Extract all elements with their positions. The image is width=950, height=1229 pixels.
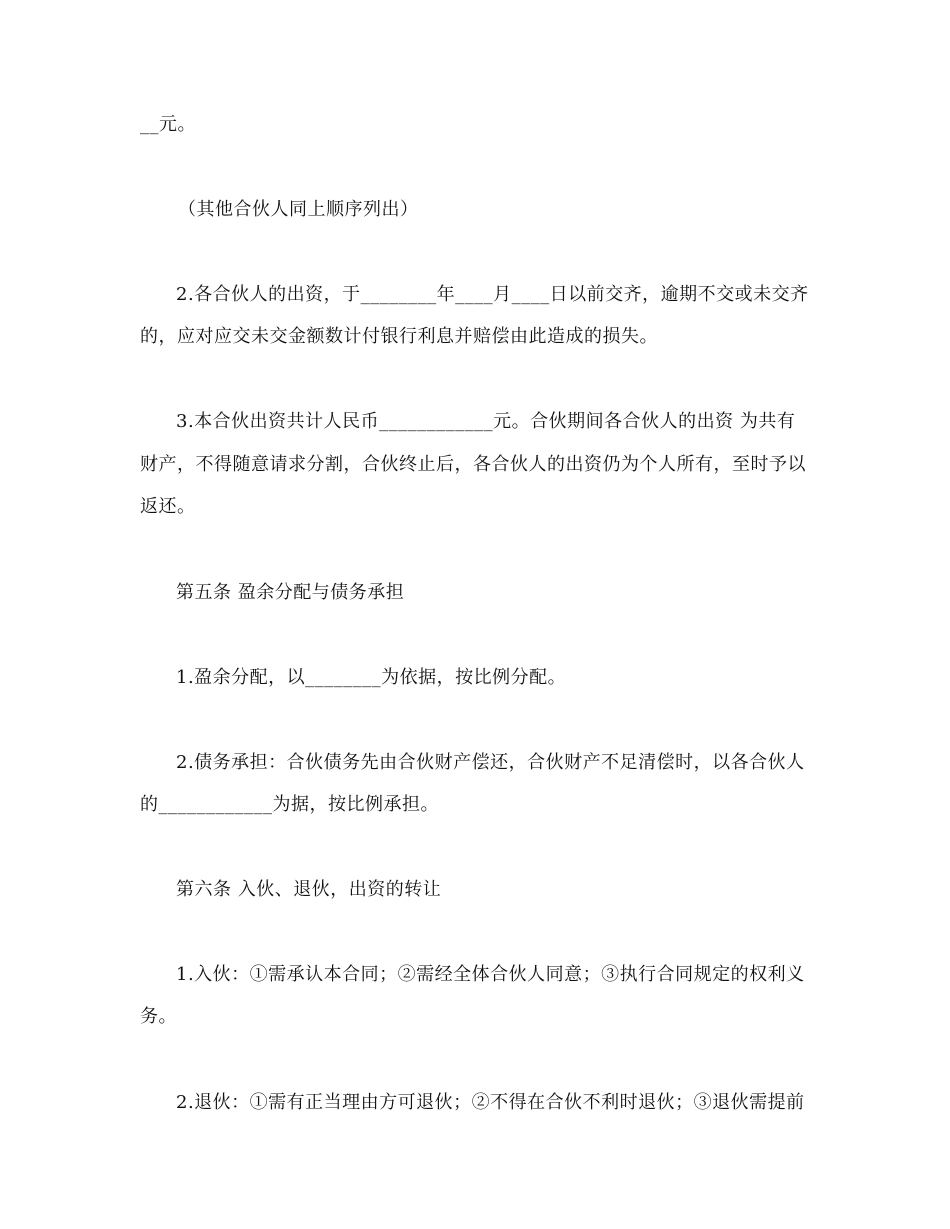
clause-4-item-3-line-3: 返还。 <box>140 496 196 517</box>
other-partners-note: （其他合伙人同上顺序列出） <box>178 199 419 220</box>
clause-4-item-2-line-1: 2.各合伙人的出资，于________年____月____日以前交齐，逾期不交或未交齐 <box>176 284 809 305</box>
clause-6-heading: 第六条 入伙、退伙，出资的转让 <box>176 879 442 900</box>
clause-6-item-1-line-2: 务。 <box>140 1006 177 1027</box>
contribution-amount-tail: __元。 <box>140 114 196 135</box>
clause-6-item-1-line-1: 1.入伙：①需承认本合同；②需经全体合伙人同意；③执行合同规定的权利义 <box>176 964 805 985</box>
clause-6-item-2-line-1: 2.退伙：①需有正当理由方可退伙；②不得在合伙不利时退伙；③退伙需提前 <box>176 1092 805 1113</box>
clause-5-item-2-line-2: 的____________为据，按比例承担。 <box>140 794 439 815</box>
clause-4-item-3-line-2: 财产，不得随意请求分割，合伙终止后，各合伙人的出资仍为个人所有，至时予以 <box>140 454 806 475</box>
clause-4-item-3-line-1: 3.本合伙出资共计人民币____________元。合伙期间各合伙人的出资 为共有 <box>176 411 796 432</box>
clause-5-item-2-line-1: 2.债务承担：合伙债务先由合伙财产偿还，合伙财产不足清偿时，以各合伙人 <box>176 752 805 773</box>
clause-5-heading: 第五条 盈余分配与债务承担 <box>176 582 405 603</box>
clause-5-item-1: 1.盈余分配，以________为依据，按比例分配。 <box>176 667 567 688</box>
clause-4-item-2-line-2: 的，应对应交未交金额数计付银行利息并赔偿由此造成的损失。 <box>140 326 658 347</box>
